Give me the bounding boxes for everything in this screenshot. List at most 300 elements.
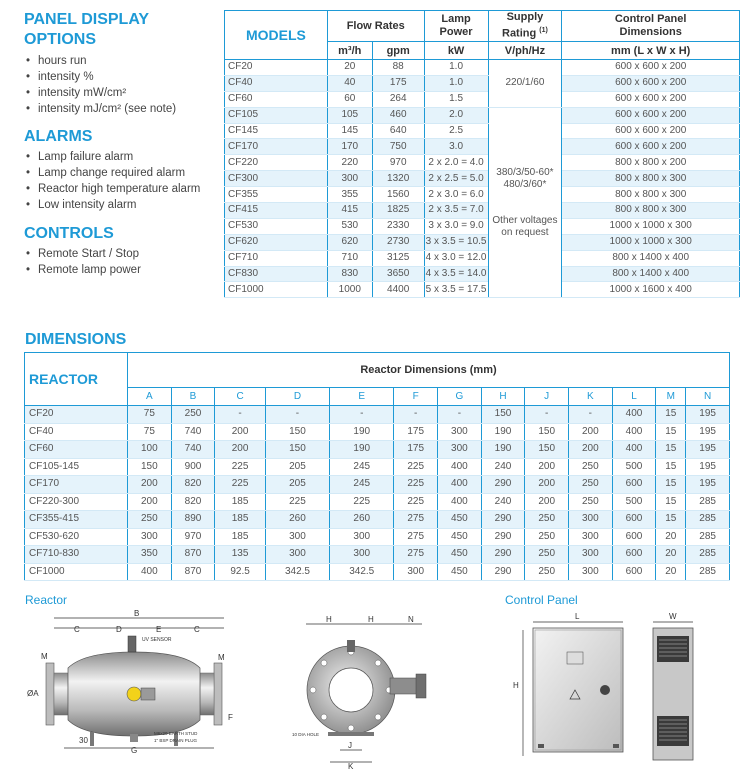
table-cell: 290 [481,511,525,529]
table-cell: 870 [171,546,215,564]
table-cell: 150 [128,458,172,476]
list-item: • Reactor high temperature alarm [24,181,224,197]
row-label: CF20 [25,406,128,424]
table-cell: 2330 [372,218,424,234]
unit-gpm: gpm [372,42,424,60]
list-item: • Lamp change required alarm [24,165,224,181]
list-item: • Low intensity alarm [24,197,224,213]
table-cell: 225 [394,458,438,476]
dim-j-label: J [348,741,352,750]
panel-dim-h-label: H [513,681,519,690]
table-cell: 450 [438,546,482,564]
table-cell: 300 [330,528,394,546]
row-label: CF355-415 [25,511,128,529]
row-label: CF220-300 [25,493,128,511]
table-cell: 350 [128,546,172,564]
table-row [25,406,730,424]
table-cell: 970 [171,528,215,546]
table-cell: 285 [686,528,730,546]
dim-b-label: B [134,609,140,618]
table-row [225,234,740,250]
table-cell: 15 [656,458,686,476]
table-cell: 800 x 800 x 300 [562,187,740,203]
table-row [225,250,740,266]
table-cell: 2 x 2.5 = 5.0 [424,171,488,187]
table-cell: 820 [171,476,215,494]
table-cell: 830 [327,266,372,282]
table-cell: 900 [171,458,215,476]
dimensions-title: DIMENSIONS [25,331,127,348]
table-cell: 450 [438,563,482,581]
table-row [225,123,740,139]
table-cell: 220 [327,155,372,171]
table-cell: 300 [265,546,329,564]
table-cell: 250 [525,563,569,581]
dim-f-label: F [228,713,233,722]
table-cell: 195 [686,476,730,494]
table-cell: 400 [438,493,482,511]
table-cell: 3 x 3.0 = 9.0 [424,218,488,234]
feature-lists [24,10,224,278]
table-cell: 2.5 [424,123,488,139]
controls-list [24,246,224,278]
table-cell: 400 [438,458,482,476]
table-cell: 15 [656,423,686,441]
table-cell: 400 [128,563,172,581]
table-cell: 275 [394,528,438,546]
unit-m3h: m³/h [327,42,372,60]
table-cell: 225 [330,493,394,511]
table-cell: 1560 [372,187,424,203]
table-row [225,75,740,91]
table-cell: 250 [525,511,569,529]
table-cell: 200 [128,493,172,511]
models-table [224,10,740,298]
table-cell: 190 [481,441,525,459]
table-cell: 1.0 [424,75,488,91]
table-cell: 1000 x 1000 x 300 [562,234,740,250]
reactor-dimensions-header: Reactor Dimensions (mm) [128,353,730,388]
column-header: C [215,388,266,406]
table-row [25,441,730,459]
column-header: D [265,388,329,406]
table-cell: - [569,406,613,424]
table-cell: 800 x 1400 x 400 [562,266,740,282]
dim-c2-label: C [194,625,200,634]
table-cell: 75 [128,423,172,441]
table-cell: 260 [330,511,394,529]
table-cell: 500 [612,458,656,476]
list-item: • Remote lamp power [24,262,224,278]
dim-g-label: G [131,746,138,755]
reactor-header: REACTOR [25,353,128,406]
table-cell: 400 [612,406,656,424]
alarms-list [24,149,224,213]
row-label: CF105-145 [25,458,128,476]
table-row [225,107,740,123]
table-cell: CF530 [225,218,328,234]
table-row [225,266,740,282]
table-cell: 264 [372,91,424,107]
table-cell: 250 [525,528,569,546]
table-cell: 2.0 [424,107,488,123]
table-cell: 150 [265,441,329,459]
table-cell: 300 [330,546,394,564]
table-cell: 15 [656,406,686,424]
table-cell: 290 [481,563,525,581]
list-item: • intensity % [24,69,224,85]
table-cell: 1.5 [424,91,488,107]
table-cell: 200 [525,493,569,511]
table-cell: CF355 [225,187,328,203]
lamp-power-header: Lamp Power [424,11,488,42]
table-cell: 800 x 800 x 200 [562,155,740,171]
table-cell: 225 [215,476,266,494]
table-cell: 750 [372,139,424,155]
dim-a-label: ØA [27,689,39,698]
dimensions-table [24,352,730,581]
table-cell: 200 [569,441,613,459]
control-panel-drawing [505,608,741,768]
dim-m-label: M [41,652,48,661]
table-cell: 200 [215,423,266,441]
row-label: CF1000 [25,563,128,581]
table-cell: - [438,406,482,424]
table-cell: 225 [394,476,438,494]
table-cell: CF300 [225,171,328,187]
table-cell: 290 [481,528,525,546]
table-cell: CF220 [225,155,328,171]
column-header: G [438,388,482,406]
panel-display-title: PANEL DISPLAY OPTIONS [24,11,150,48]
table-cell: 1000 x 1600 x 400 [562,282,740,298]
table-cell: 460 [372,107,424,123]
table-cell: 300 [569,528,613,546]
table-row [225,139,740,155]
column-header: F [394,388,438,406]
table-cell: CF620 [225,234,328,250]
column-header: E [330,388,394,406]
column-header: M [656,388,686,406]
table-cell: 225 [394,493,438,511]
table-row [25,476,730,494]
table-cell: 300 [569,546,613,564]
column-header: K [569,388,613,406]
table-cell: CF105 [225,107,328,123]
table-cell: 1000 [327,282,372,298]
table-row [25,458,730,476]
table-cell: 105 [327,107,372,123]
table-cell: CF710 [225,250,328,266]
table-cell: 970 [372,155,424,171]
table-cell: CF415 [225,203,328,219]
table-cell: 195 [686,458,730,476]
table-row [25,423,730,441]
table-cell: 800 x 800 x 300 [562,171,740,187]
table-cell: 40 [327,75,372,91]
table-cell: 710 [327,250,372,266]
table-cell: 20 [656,546,686,564]
table-cell: 150 [525,423,569,441]
supply-rating-single-phase: 220/1/60 [488,60,562,108]
table-cell: 250 [569,458,613,476]
table-cell: 175 [372,75,424,91]
table-cell: 300 [394,563,438,581]
row-label: CF40 [25,423,128,441]
table-cell: CF170 [225,139,328,155]
table-cell: 300 [128,528,172,546]
table-cell: - [265,406,329,424]
table-cell: 240 [481,493,525,511]
table-cell: 20 [656,563,686,581]
table-cell: 600 x 600 x 200 [562,139,740,155]
table-cell: 500 [612,493,656,511]
table-cell: 600 [612,546,656,564]
row-label: CF60 [25,441,128,459]
table-cell: 5 x 3.5 = 17.5 [424,282,488,298]
table-cell: 88 [372,60,424,76]
reactor-side-view-drawing [24,608,254,770]
table-cell: 600 [612,563,656,581]
reactor-drawing-label: Reactor [25,593,68,607]
dim-h2-label: H [368,615,374,624]
table-cell: 450 [438,528,482,546]
table-cell: 150 [265,423,329,441]
control-panel-drawing-label: Control Panel [505,593,578,607]
table-cell: 1320 [372,171,424,187]
table-cell: 150 [525,441,569,459]
unit-vphhz: V/ph/Hz [488,42,562,60]
table-cell: - [330,406,394,424]
table-cell: 205 [265,476,329,494]
table-cell: 3125 [372,250,424,266]
table-cell: 2 x 2.0 = 4.0 [424,155,488,171]
table-cell: 800 x 1400 x 400 [562,250,740,266]
table-cell: 200 [569,423,613,441]
table-cell: 600 x 600 x 200 [562,123,740,139]
table-cell: 190 [481,423,525,441]
table-cell: 4400 [372,282,424,298]
table-cell: 190 [330,423,394,441]
table-cell: 4 x 3.5 = 14.0 [424,266,488,282]
table-cell: 175 [394,441,438,459]
supply-rating-header: Supply Rating $^{(1)}$ [488,11,562,42]
table-cell: 530 [327,218,372,234]
table-cell: 200 [128,476,172,494]
table-cell: 275 [394,546,438,564]
table-cell: 600 [612,511,656,529]
table-cell: 342.5 [265,563,329,581]
dim-d-label: D [116,625,122,634]
table-cell: 150 [481,406,525,424]
table-cell: 640 [372,123,424,139]
table-cell: 740 [171,423,215,441]
panel-display-list [24,53,224,117]
table-row [25,511,730,529]
table-cell: 285 [686,511,730,529]
dim-e-label: E [156,625,162,634]
table-row [25,546,730,564]
reactor-end-view-drawing [290,614,440,770]
table-cell: 890 [171,511,215,529]
list-item: • hours run [24,53,224,69]
table-cell: 740 [171,441,215,459]
table-cell: 200 [525,458,569,476]
table-cell: 15 [656,441,686,459]
table-cell: 600 x 600 x 200 [562,60,740,76]
row-label: CF530-620 [25,528,128,546]
table-cell: 20 [656,528,686,546]
earth-stud-note: M6x20 EARTH STUD [154,731,198,736]
table-cell: 300 [265,528,329,546]
table-cell: 20 [327,60,372,76]
table-cell: 800 x 800 x 300 [562,203,740,219]
table-cell: 190 [330,441,394,459]
column-header: B [171,388,215,406]
dim-c-label: C [74,625,80,634]
table-cell: 355 [327,187,372,203]
table-cell: 2730 [372,234,424,250]
table-cell: 240 [481,458,525,476]
table-cell: 250 [569,493,613,511]
table-row [225,171,740,187]
alarms-title: ALARMS [24,128,93,145]
table-cell: 4 x 3.0 = 12.0 [424,250,488,266]
table-cell: 225 [215,458,266,476]
table-cell: 870 [171,563,215,581]
column-header: L [612,388,656,406]
table-cell: 600 x 600 x 200 [562,75,740,91]
table-cell: 185 [215,511,266,529]
table-cell: 170 [327,139,372,155]
control-panel-header: Control Panel Dimensions [562,11,740,42]
table-cell: 400 [612,423,656,441]
table-cell: 285 [686,546,730,564]
dia-hole-note: 10 DIA HOLE [292,732,320,737]
unit-kw: kW [424,42,488,60]
controls-title: CONTROLS [24,225,114,242]
table-cell: CF60 [225,91,328,107]
table-cell: 15 [656,476,686,494]
list-item: • Remote Start / Stop [24,246,224,262]
table-cell: 620 [327,234,372,250]
table-row [225,187,740,203]
table-cell: 200 [525,476,569,494]
table-cell: 285 [686,493,730,511]
table-cell: - [525,406,569,424]
table-cell: 195 [686,441,730,459]
table-cell: 290 [481,546,525,564]
table-row [225,91,740,107]
list-item: • intensity mW/cm² [24,85,224,101]
table-cell: 250 [525,546,569,564]
table-cell: 3 x 3.5 = 10.5 [424,234,488,250]
table-cell: 135 [215,546,266,564]
table-cell: 275 [394,511,438,529]
models-header: MODELS [225,11,328,60]
table-cell: 75 [128,406,172,424]
table-cell: 450 [438,511,482,529]
table-cell: 342.5 [330,563,394,581]
panel-dim-l-label: L [575,612,580,621]
row-label: CF170 [25,476,128,494]
dim-30-label: 30 [79,736,88,745]
table-row [25,563,730,581]
table-row [225,203,740,219]
table-cell: 205 [265,458,329,476]
table-cell: 3.0 [424,139,488,155]
table-cell: 250 [569,476,613,494]
panel-dim-w-label: W [669,612,677,621]
table-row [25,528,730,546]
table-cell: 2 x 3.5 = 7.0 [424,203,488,219]
table-cell: 260 [265,511,329,529]
table-cell: 92.5 [215,563,266,581]
table-cell: 600 x 600 x 200 [562,91,740,107]
list-item: • Lamp failure alarm [24,149,224,165]
table-cell: 100 [128,441,172,459]
supply-rating-three-phase: 380/3/50-60* 480/3/60* Other voltages on request [488,107,562,298]
table-cell: 145 [327,123,372,139]
table-cell: CF20 [225,60,328,76]
table-cell: 3650 [372,266,424,282]
table-cell: 600 [612,476,656,494]
table-cell: 175 [394,423,438,441]
table-cell: 185 [215,528,266,546]
table-cell: 300 [327,171,372,187]
table-cell: 225 [265,493,329,511]
table-row [25,493,730,511]
table-cell: CF145 [225,123,328,139]
dim-h-label: H [326,615,332,624]
table-cell: 195 [686,406,730,424]
table-cell: 1000 x 1000 x 300 [562,218,740,234]
table-cell: 820 [171,493,215,511]
list-item: • intensity mJ/cm² (see note) [24,101,224,117]
column-header: A [128,388,172,406]
table-cell: 415 [327,203,372,219]
table-cell: 1.0 [424,60,488,76]
table-cell: 400 [612,441,656,459]
table-cell: 300 [438,441,482,459]
table-cell: - [394,406,438,424]
unit-mm: mm (L x W x H) [562,42,740,60]
drain-plug-note: 1" BSP DRAIN PLUG [154,738,198,743]
flow-rates-header: Flow Rates [327,11,424,42]
table-row [225,60,740,76]
table-cell: 15 [656,493,686,511]
dim-n-label: N [408,615,414,624]
table-cell: 300 [569,511,613,529]
table-cell: 195 [686,423,730,441]
table-cell: 400 [438,476,482,494]
table-cell: 15 [656,511,686,529]
table-cell: 245 [330,458,394,476]
dim-m2-label: M [218,653,225,662]
table-cell: 285 [686,563,730,581]
uv-sensor-note: UV SENSOR [142,637,172,643]
table-row [225,155,740,171]
column-header: J [525,388,569,406]
table-row [225,218,740,234]
column-header: N [686,388,730,406]
table-cell: CF830 [225,266,328,282]
table-cell: 1825 [372,203,424,219]
table-cell: 2 x 3.0 = 6.0 [424,187,488,203]
table-cell: CF1000 [225,282,328,298]
table-cell: 250 [128,511,172,529]
table-cell: 300 [569,563,613,581]
